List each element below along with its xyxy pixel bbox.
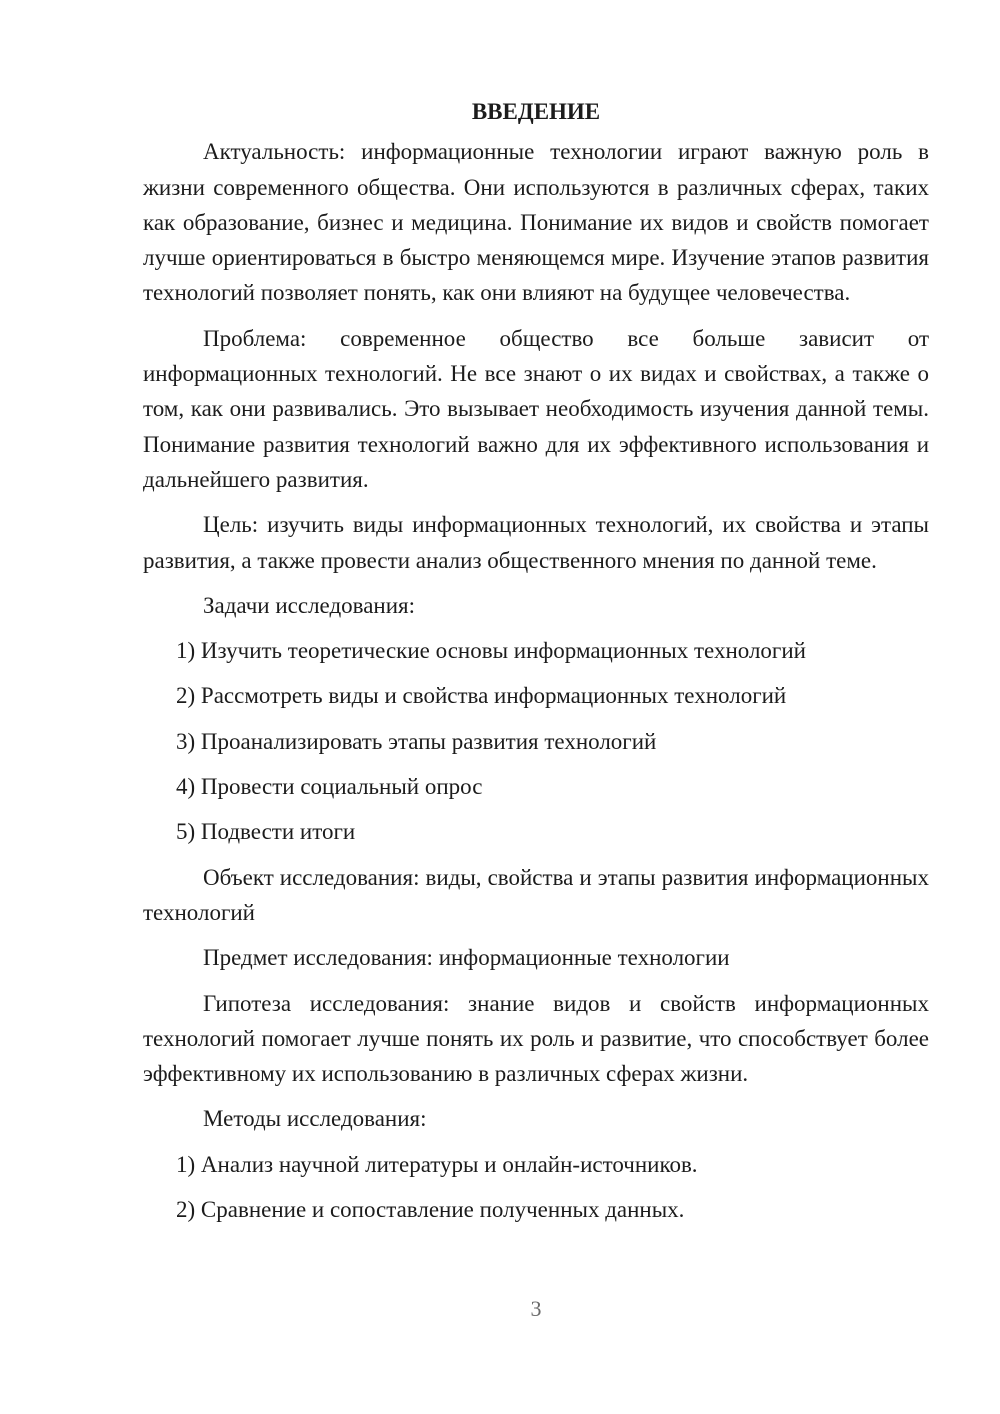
page-number: 3	[530, 1296, 542, 1321]
subject-paragraph: Предмет исследования: информационные технологии	[203, 945, 730, 971]
object-paragraph: Объект исследования: виды, свойства и этапы развития информационных технологий	[143, 864, 929, 925]
tasks-title: Задачи исследования:	[203, 592, 416, 618]
task-item: 2) Рассмотреть виды и свойства информационных технологий	[176, 683, 787, 709]
section-heading: ВВЕДЕНИЕ	[471, 99, 601, 124]
relevance-paragraph: Актуальность: информационные технологии играют важную роль в жизни современного общества. Они используются в различных сферах, таких как образование, бизнес и медицина. Понимание их видов и свойств помогает лучше ориентироваться в быстро меняющемся мире. Изучение этапов развития технологий позволяет понять, как они влияют на будущее человечества.	[143, 139, 929, 306]
task-item: 5) Подвести итоги	[176, 819, 356, 845]
method-item: 2) Сравнение и сопоставление полученных данных.	[176, 1197, 685, 1223]
task-item: 1) Изучить теоретические основы информационных технологий	[176, 638, 806, 664]
goal-paragraph: Цель: изучить виды информационных технологий, их свойства и этапы развития, а также провести анализ общественного мнения по данной теме.	[143, 512, 929, 573]
methods-title: Методы исследования:	[203, 1106, 427, 1132]
document-body	[143, 94, 929, 1237]
method-item: 1) Анализ научной литературы и онлайн-источников.	[176, 1151, 698, 1177]
hypothesis-paragraph: Гипотеза исследования: знание видов и свойств информационных технологий помогает лучше понять их роль и развитие, что способствует более эффективному их использованию в различных сферах жизни.	[143, 990, 929, 1087]
problem-paragraph: Проблема: современное общество все больше зависит от информационных технологий. Не все знают о их видах и свойствах, а также о том, как они развивались. Это вызывает необходимость изучения данной темы. Понимание развития технологий важно для их эффективного использования и дальнейшего развития.	[143, 325, 929, 492]
task-item: 3) Проанализировать этапы развития технологий	[176, 728, 657, 754]
task-item: 4) Провести социальный опрос	[176, 774, 483, 800]
